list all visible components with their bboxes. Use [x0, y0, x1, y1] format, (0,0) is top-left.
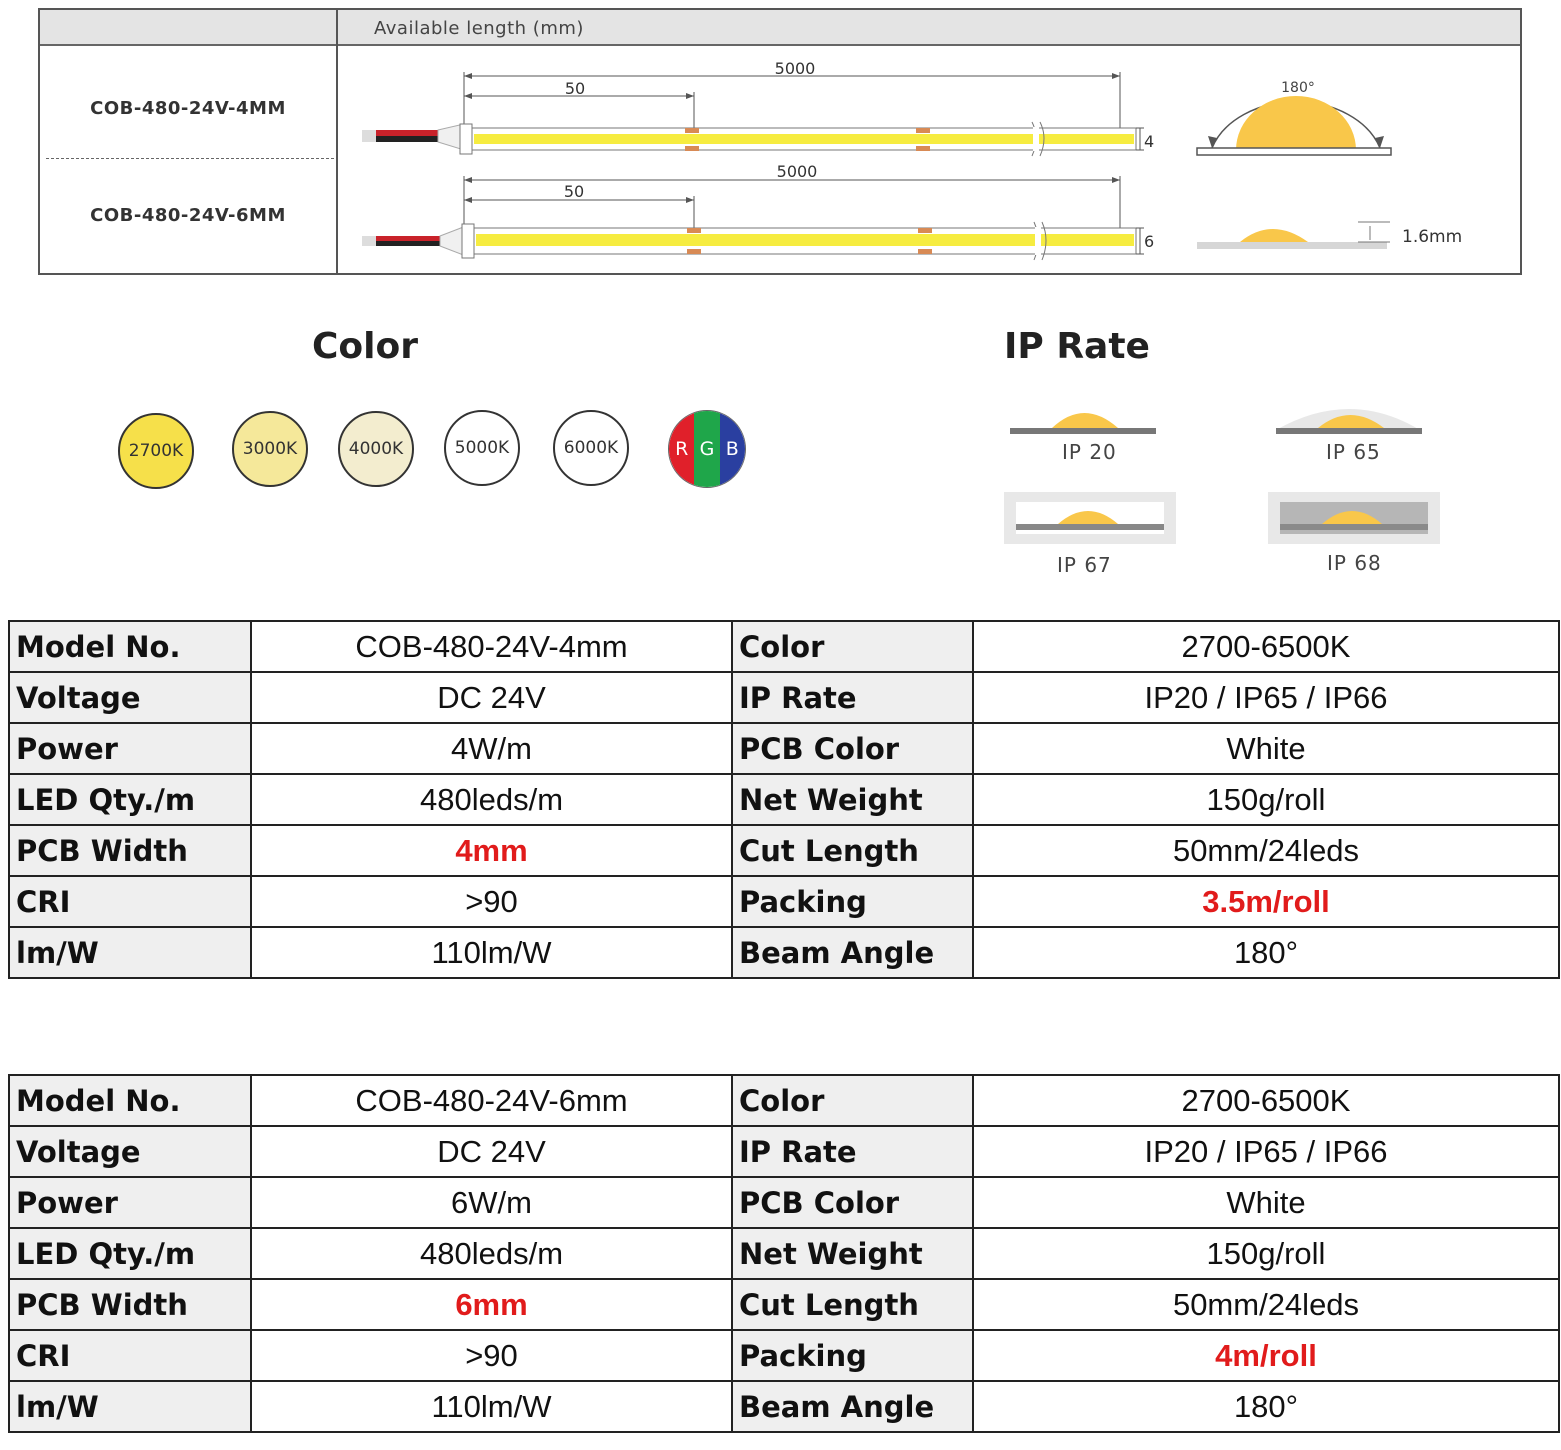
spec-key: Color — [732, 1075, 973, 1126]
dimension-header-label: Available length (mm) — [374, 18, 584, 39]
spec-value: 4W/m — [251, 723, 732, 774]
spec-key: LED Qty./m — [9, 774, 251, 825]
spec-value: >90 — [251, 1330, 732, 1381]
ip65-diagram — [1276, 409, 1422, 434]
model-label-6mm: COB-480-24V-6MM — [90, 205, 286, 226]
ip20-label: IP 20 — [1062, 440, 1117, 464]
spec-value: 110lm/W — [251, 927, 732, 978]
model-label-4mm: COB-480-24V-4MM — [90, 98, 286, 119]
spec-value: 150g/roll — [973, 1228, 1559, 1279]
color-section-title: Color — [312, 326, 418, 367]
swatch-6000k: 6000K — [553, 410, 629, 486]
spec-value: COB-480-24V-4mm — [251, 621, 732, 672]
spec-value: 480leds/m — [251, 774, 732, 825]
strip-6mm-width: 6 — [1144, 232, 1155, 251]
table-row — [9, 825, 1559, 876]
spec-key: Cut Length — [732, 825, 973, 876]
spec-value: White — [973, 723, 1559, 774]
strip-4mm-cut-length: 50 — [564, 79, 586, 98]
spec-key: Model No. — [9, 621, 251, 672]
spec-key: Cut Length — [732, 1279, 973, 1330]
swatch-rgb — [668, 410, 746, 488]
spec-value: DC 24V — [251, 672, 732, 723]
spec-value: 150g/roll — [973, 774, 1559, 825]
spec-value: IP20 / IP65 / IP66 — [973, 672, 1559, 723]
table-row — [9, 774, 1559, 825]
rgb-red-segment: R — [669, 411, 694, 487]
spec-key: Beam Angle — [732, 1381, 973, 1432]
spec-key: IP Rate — [732, 672, 973, 723]
swatch-2700k: 2700K — [118, 413, 194, 489]
spec-value: 50mm/24leds — [973, 1279, 1559, 1330]
spec-table-6mm — [8, 1074, 1560, 1433]
spec-key: lm/W — [9, 927, 251, 978]
table-row — [9, 1126, 1559, 1177]
spec-value-highlight: 3.5m/roll — [973, 876, 1559, 927]
table-row — [9, 723, 1559, 774]
table-row — [9, 1177, 1559, 1228]
strip-4mm-total-length: 5000 — [774, 59, 816, 78]
beam-angle-label: 180° — [1281, 80, 1315, 96]
spec-key: Net Weight — [732, 774, 973, 825]
strip-4mm-drawing — [362, 59, 1154, 156]
table-row — [9, 1279, 1559, 1330]
spec-key: Color — [732, 621, 973, 672]
spec-value: 110lm/W — [251, 1381, 732, 1432]
spec-key: Packing — [732, 876, 973, 927]
spec-key: CRI — [9, 876, 251, 927]
spec-value: 6W/m — [251, 1177, 732, 1228]
table-row — [9, 927, 1559, 978]
ip20-diagram — [1010, 413, 1156, 434]
spec-key: Voltage — [9, 1126, 251, 1177]
ip-rate-diagrams — [1000, 398, 1450, 548]
spec-key: Power — [9, 1177, 251, 1228]
spec-key: lm/W — [9, 1381, 251, 1432]
spec-value: 180° — [973, 927, 1559, 978]
ip68-diagram — [1268, 492, 1440, 544]
spec-value: DC 24V — [251, 1126, 732, 1177]
spec-value-highlight: 4mm — [251, 825, 732, 876]
ip68-label: IP 68 — [1327, 551, 1382, 575]
spec-key: Model No. — [9, 1075, 251, 1126]
table-row — [9, 1228, 1559, 1279]
table-row — [9, 672, 1559, 723]
spec-key: Power — [9, 723, 251, 774]
spec-value: 180° — [973, 1381, 1559, 1432]
spec-key: LED Qty./m — [9, 1228, 251, 1279]
spec-key: Beam Angle — [732, 927, 973, 978]
spec-key: Voltage — [9, 672, 251, 723]
spec-value-highlight: 4m/roll — [973, 1330, 1559, 1381]
table-row — [9, 1381, 1559, 1432]
spec-key: PCB Color — [732, 1177, 973, 1228]
spec-value: White — [973, 1177, 1559, 1228]
spec-table-4mm — [8, 620, 1560, 979]
dimension-drawing-box — [38, 8, 1522, 275]
spec-key: Packing — [732, 1330, 973, 1381]
rgb-green-segment: G — [694, 411, 719, 487]
table-row — [9, 876, 1559, 927]
table-row — [9, 1075, 1559, 1126]
spec-key: CRI — [9, 1330, 251, 1381]
spec-key: PCB Width — [9, 1279, 251, 1330]
beam-angle-diagram — [1197, 80, 1391, 155]
spec-value: 2700-6500K — [973, 1075, 1559, 1126]
spec-key: PCB Width — [9, 825, 251, 876]
strip-dimension-drawing — [40, 10, 1524, 277]
spec-key: Net Weight — [732, 1228, 973, 1279]
thickness-label: 1.6mm — [1402, 227, 1463, 247]
strip-6mm-cut-length: 50 — [563, 182, 585, 201]
spec-key: IP Rate — [732, 1126, 973, 1177]
spec-value: 50mm/24leds — [973, 825, 1559, 876]
strip-6mm-drawing — [362, 162, 1154, 260]
spec-key: PCB Color — [732, 723, 973, 774]
spec-value: IP20 / IP65 / IP66 — [973, 1126, 1559, 1177]
table-row — [9, 621, 1559, 672]
ip65-label: IP 65 — [1326, 440, 1381, 464]
spec-value: 480leds/m — [251, 1228, 732, 1279]
swatch-3000k: 3000K — [232, 411, 308, 487]
strip-6mm-total-length: 5000 — [776, 162, 818, 181]
strip-4mm-width: 4 — [1144, 132, 1155, 151]
ip67-label: IP 67 — [1057, 553, 1112, 577]
spec-value: COB-480-24V-6mm — [251, 1075, 732, 1126]
ip67-diagram — [1004, 492, 1176, 544]
swatch-4000k: 4000K — [338, 411, 414, 487]
ip-rate-section-title: IP Rate — [1004, 326, 1150, 367]
thickness-diagram — [1197, 222, 1462, 249]
table-row — [9, 1330, 1559, 1381]
rgb-blue-segment: B — [720, 411, 745, 487]
spec-value: 2700-6500K — [973, 621, 1559, 672]
swatch-5000k: 5000K — [444, 410, 520, 486]
spec-value: >90 — [251, 876, 732, 927]
spec-value-highlight: 6mm — [251, 1279, 732, 1330]
